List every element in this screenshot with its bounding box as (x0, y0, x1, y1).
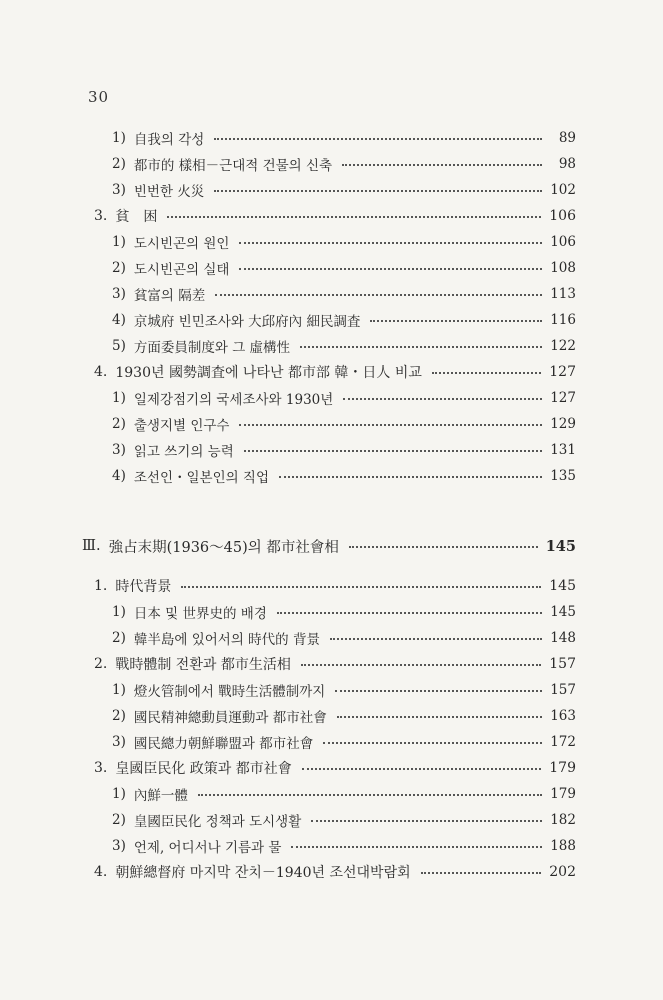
entry-number: 2) (112, 260, 126, 276)
entry-number: 4. (94, 864, 108, 880)
entry-page: 179 (549, 760, 576, 776)
toc-entry[interactable] (112, 336, 576, 356)
entry-title: 強占末期(1936～45)의 都市社會相 (108, 539, 339, 556)
entry-number: 5) (112, 338, 126, 354)
entry-number: 3) (112, 838, 126, 854)
entry-page: 122 (550, 338, 576, 354)
entry-title: 都市的 樣相－근대적 건물의 신축 (133, 158, 333, 174)
dot-leader (239, 268, 542, 270)
dot-leader (181, 586, 541, 588)
entry-title: 日本 및 世界史的 배경 (133, 606, 267, 622)
entry-page: 157 (550, 682, 576, 698)
entry-title: 皇國臣民化 政策과 都市社會 (115, 761, 292, 777)
dot-leader (301, 664, 541, 666)
dot-leader (291, 846, 542, 848)
entry-page: 188 (550, 838, 576, 854)
entry-number: 3) (112, 182, 126, 198)
toc-entry[interactable] (94, 862, 576, 882)
dot-leader (198, 794, 542, 796)
entry-number: 3. (94, 760, 108, 776)
entry-title: 도시빈곤의 실태 (133, 262, 230, 278)
toc-entry[interactable] (112, 836, 576, 856)
entry-title: 方面委員制度와 그 虛構性 (133, 340, 291, 356)
toc-entry[interactable] (112, 784, 576, 804)
entry-page: 179 (550, 786, 576, 802)
dot-leader (239, 242, 542, 244)
toc-entry[interactable] (112, 310, 576, 330)
entry-title: 京城府 빈민조사와 大邱府內 細民調査 (133, 314, 361, 330)
toc-entry[interactable] (94, 206, 576, 226)
toc-entry[interactable] (94, 654, 576, 674)
entry-number: 2) (112, 416, 126, 432)
entry-page: 157 (549, 656, 576, 672)
toc-entry[interactable] (112, 602, 576, 622)
toc-entry[interactable] (112, 680, 576, 700)
entry-number: 1) (112, 234, 126, 250)
entry-number: 2) (112, 630, 126, 646)
entry-title: 출생지별 인구수 (133, 418, 230, 434)
entry-title: 일제강점기의 국세조사와 1930년 (133, 392, 334, 408)
toc-entry[interactable] (94, 758, 576, 778)
entry-number: 4) (112, 468, 126, 484)
entry-number: 3) (112, 286, 126, 302)
entry-number: 3) (112, 442, 126, 458)
toc-chapter-entry[interactable] (82, 536, 576, 556)
dot-leader (370, 320, 542, 322)
toc-entry[interactable] (112, 706, 576, 726)
entry-page: 135 (550, 468, 576, 484)
toc-entry[interactable] (112, 628, 576, 648)
entry-number: 2) (112, 708, 126, 724)
entry-page: 89 (558, 130, 576, 146)
entry-page: 182 (550, 812, 576, 828)
entry-number: 1) (112, 682, 126, 698)
dot-leader (215, 294, 542, 296)
entry-number: 1) (112, 390, 126, 406)
entry-title: 內鮮一體 (133, 788, 188, 804)
entry-number: 4) (112, 312, 126, 328)
dot-leader (432, 372, 541, 374)
entry-title: 도시빈곤의 원인 (133, 236, 230, 252)
dot-leader (239, 424, 542, 426)
entry-number: 3. (94, 208, 108, 224)
entry-page: 202 (549, 864, 576, 880)
entry-page: 113 (550, 286, 576, 302)
dot-leader (300, 346, 542, 348)
entry-number: 2) (112, 812, 126, 828)
dot-leader (167, 216, 541, 218)
entry-number: 3) (112, 734, 126, 750)
dot-leader (342, 164, 542, 166)
dot-leader (323, 742, 542, 744)
entry-page: 148 (550, 630, 576, 646)
entry-page: 172 (550, 734, 576, 750)
entry-page: 116 (550, 312, 576, 328)
entry-title: 皇國臣民化 정책과 도시생활 (133, 814, 302, 830)
entry-page: 127 (550, 390, 576, 406)
entry-number: 2) (112, 156, 126, 172)
page-number: 30 (88, 88, 110, 106)
entry-title: 自我의 각성 (133, 132, 205, 148)
entry-number: 2. (94, 656, 108, 672)
entry-title: 1930년 國勢調査에 나타난 都市部 韓・日人 비교 (115, 365, 422, 381)
toc-entry[interactable] (112, 258, 576, 278)
entry-page: 145 (550, 604, 576, 620)
dot-leader (277, 612, 542, 614)
entry-number: 1) (112, 786, 126, 802)
entry-title: 韓半島에 있어서의 時代的 背景 (133, 632, 320, 648)
toc-entry[interactable] (112, 466, 576, 486)
entry-page: 145 (549, 578, 576, 594)
dot-leader (244, 450, 542, 452)
dot-leader (337, 716, 542, 718)
entry-page: 129 (550, 416, 576, 432)
entry-page: 145 (545, 537, 576, 555)
dot-leader (302, 768, 541, 770)
toc-entry[interactable] (94, 362, 576, 382)
toc-entry[interactable] (112, 284, 576, 304)
entry-title: 國民精神總動員運動과 都市社會 (133, 710, 327, 726)
dot-leader (279, 476, 542, 478)
entry-page: 163 (550, 708, 576, 724)
toc-entry[interactable] (112, 154, 576, 174)
entry-title: 國民總力朝鮮聯盟과 都市社會 (133, 736, 314, 752)
entry-title: 朝鮮總督府 마지막 잔치－1940년 조선대박람회 (115, 865, 411, 881)
entry-page: 127 (549, 364, 576, 380)
entry-page: 102 (550, 182, 576, 198)
entry-number: 1. (94, 578, 108, 594)
entry-number: 4. (94, 364, 108, 380)
entry-page: 108 (550, 260, 576, 276)
entry-title: 읽고 쓰기의 능력 (133, 444, 234, 460)
dot-leader (335, 690, 542, 692)
toc-entry[interactable] (112, 180, 576, 200)
toc-entry[interactable] (94, 576, 576, 596)
dot-leader (330, 638, 542, 640)
dot-leader (311, 820, 542, 822)
toc-entry[interactable] (112, 732, 576, 752)
entry-title: 언제, 어디서나 기름과 물 (133, 840, 282, 856)
entry-page: 106 (549, 208, 576, 224)
entry-number: 1) (112, 604, 126, 620)
toc-entry[interactable] (112, 414, 576, 434)
entry-title: 燈火管制에서 戰時生活體制까지 (133, 684, 326, 700)
entry-title: 조선인・일본인의 직업 (133, 470, 270, 486)
entry-page: 131 (550, 442, 576, 458)
dot-leader (421, 872, 542, 874)
toc-entry[interactable] (112, 810, 576, 830)
entry-title: 戰時體制 전환과 都市生活相 (115, 657, 291, 673)
dot-leader (349, 546, 538, 548)
entry-number: Ⅲ. (82, 538, 101, 554)
dot-leader (214, 190, 542, 192)
entry-title: 貧 困 (115, 209, 158, 225)
entry-title: 빈번한 火災 (133, 184, 205, 200)
dot-leader (214, 138, 542, 140)
toc-entry[interactable] (112, 388, 576, 408)
toc-entry[interactable] (112, 440, 576, 460)
entry-number: 1) (112, 130, 126, 146)
dot-leader (343, 398, 542, 400)
toc-entry[interactable] (112, 128, 576, 148)
entry-title: 貧富의 隔差 (133, 288, 206, 304)
toc-entry[interactable] (112, 232, 576, 252)
entry-page: 106 (550, 234, 576, 250)
entry-title: 時代背景 (115, 579, 172, 595)
entry-page: 98 (558, 156, 576, 172)
